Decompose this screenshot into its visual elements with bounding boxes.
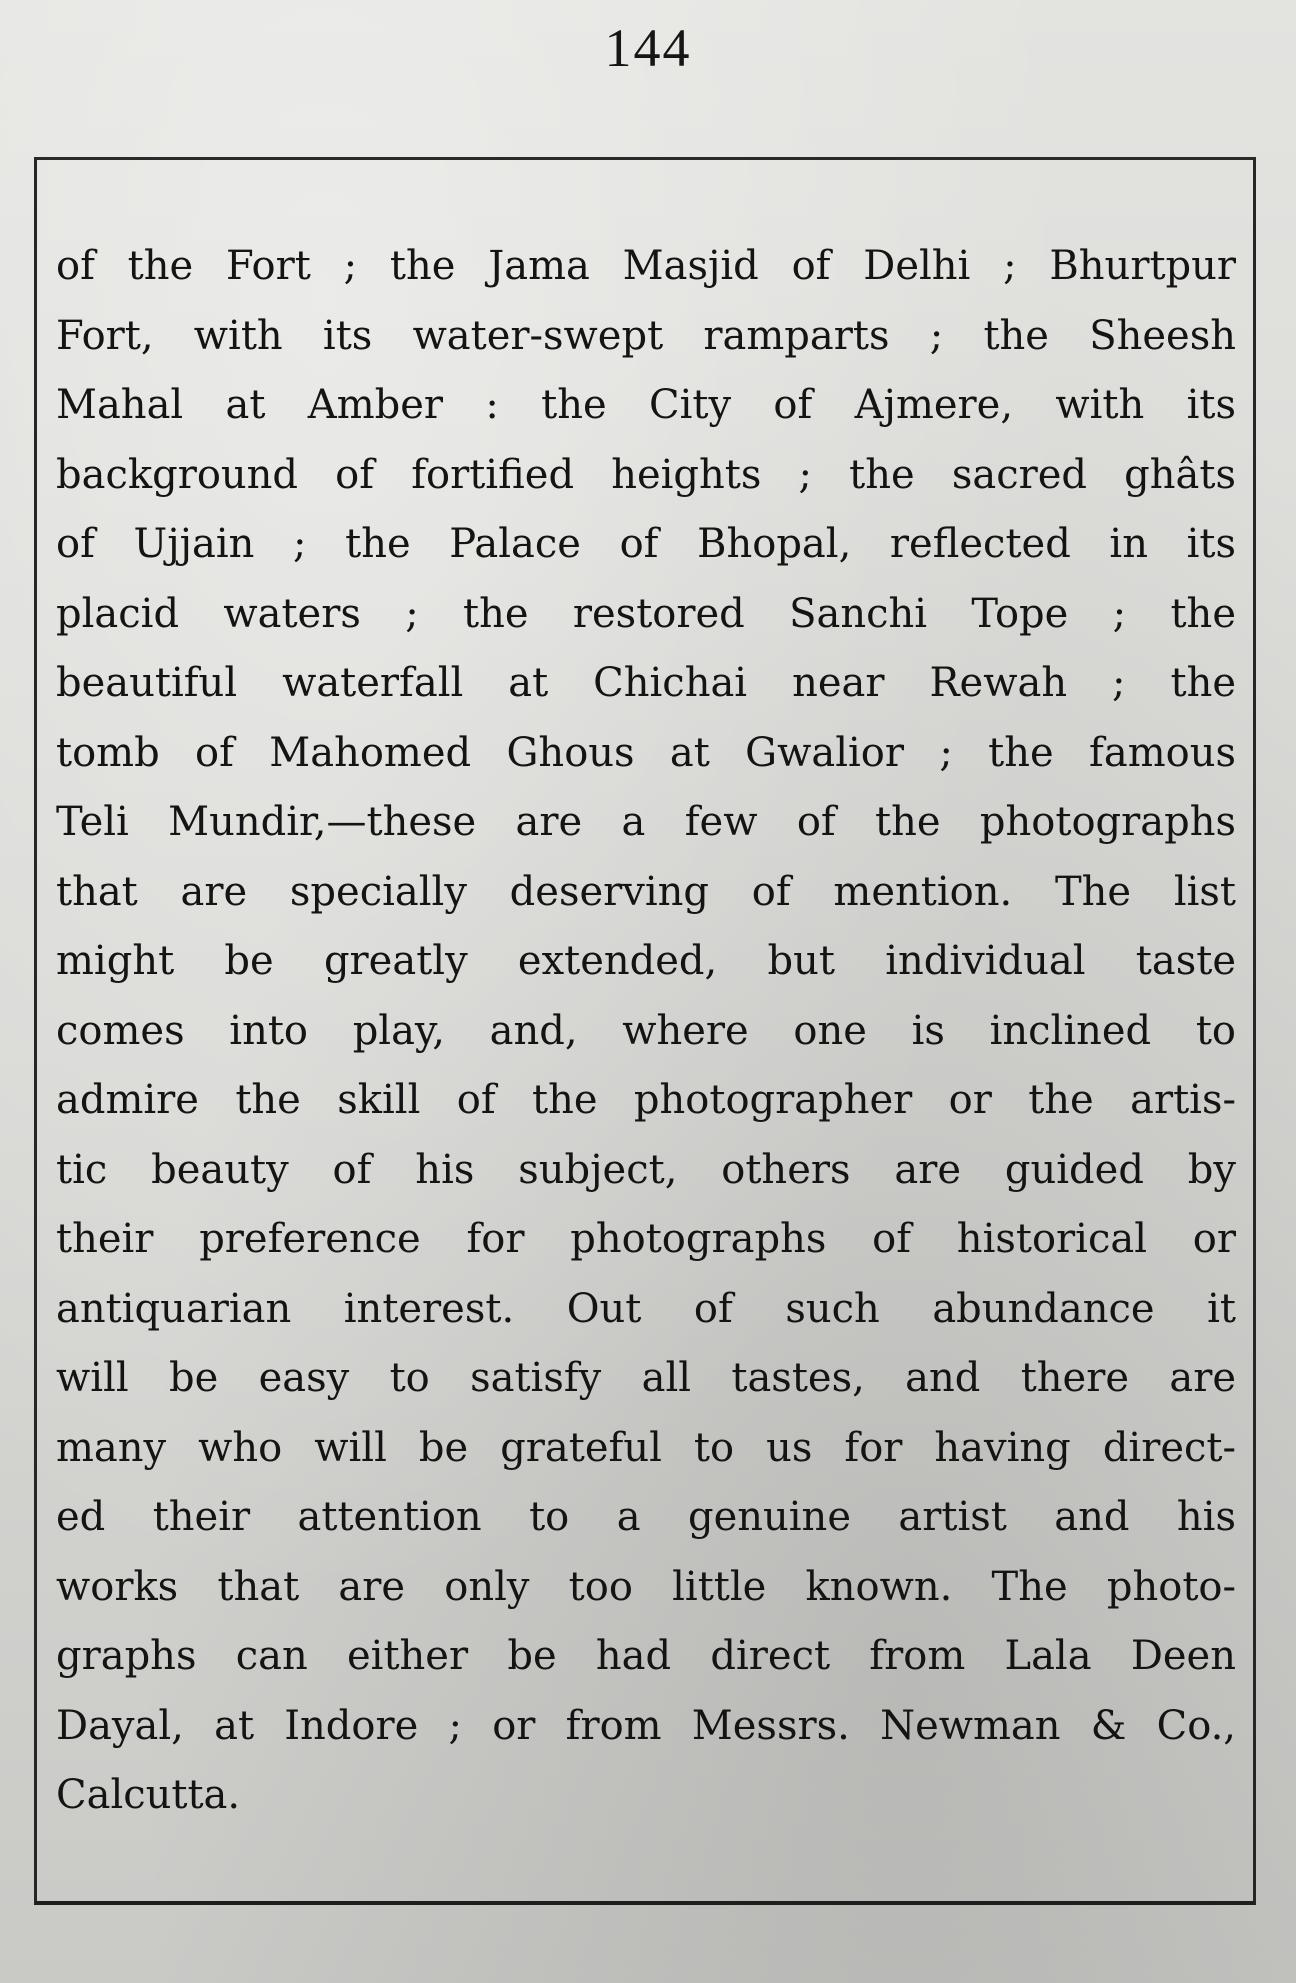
text-line: ed their attention to a genuine artist and his [56, 1494, 1236, 1540]
text-line: might be greatly extended, but individual taste [56, 938, 1236, 984]
text-line: Dayal, at Indore ; or from Messrs. Newman & Co., [56, 1702, 1236, 1749]
text-line: of the Fort ; the Jama Masjid of Delhi ; Bhurtpur [56, 243, 1236, 289]
text-line: that are specially deserving of mention. The list [56, 868, 1236, 915]
page-number: 144 [604, 18, 692, 78]
text-line: comes into play, and, where one is inclined to [56, 1007, 1236, 1054]
text-line: placid waters ; the restored Sanchi Tope ; the [56, 590, 1236, 637]
text-line: admire the skill of the photographer or the artis- [56, 1077, 1236, 1123]
text-line: will be easy to satisfy all tastes, and there are [56, 1355, 1236, 1401]
text-line: Calcutta. [56, 1772, 241, 1818]
text-line: their preference for photographs of historical or [56, 1216, 1236, 1262]
text-line: Teli Mundir,—these are a few of the photographs [56, 799, 1236, 845]
text-line: tic beauty of his subject, others are guided by [56, 1146, 1236, 1193]
text-line: graphs can either be had direct from Lala Deen [56, 1633, 1236, 1679]
text-line: background of fortified heights ; the sacred ghâts [56, 451, 1236, 498]
text-line: Fort, with its water-swept ramparts ; the Sheesh [56, 312, 1236, 359]
text-line: works that are only too little known. The photo- [56, 1563, 1236, 1610]
text-line: many who will be grateful to us for having direct- [56, 1424, 1236, 1471]
text-line: beautiful waterfall at Chichai near Rewah ; the [56, 660, 1236, 706]
text-line: Mahal at Amber : the City of Ajmere, with its [56, 382, 1236, 428]
text-line: tomb of Mahomed Ghous at Gwalior ; the famous [56, 729, 1236, 776]
text-line: of Ujjain ; the Palace of Bhopal, reflected in its [56, 521, 1236, 567]
article-text [56, 232, 1236, 1831]
text-line: antiquarian interest. Out of such abundance it [56, 1285, 1236, 1332]
